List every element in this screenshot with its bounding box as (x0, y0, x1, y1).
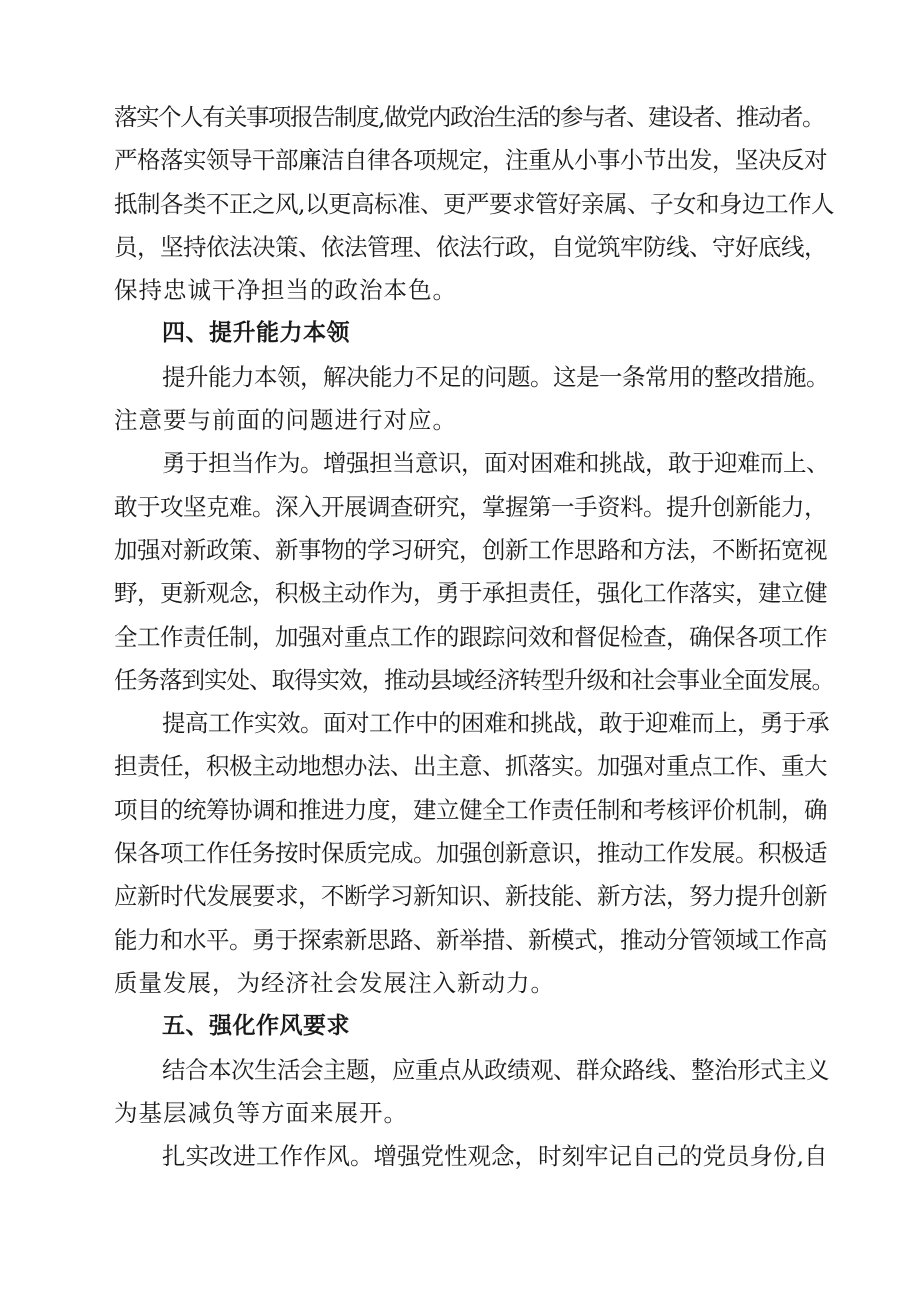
section-heading: 五、强化作风要求 (162, 1013, 350, 1040)
text-line: 项目的统筹协调和推进力度，建立健全工作责任制和考核评价机制，确 (114, 795, 827, 824)
text-line: 担责任，积极主动地想办法、出主意、抓落实。加强对重点工作、重大 (114, 752, 827, 781)
text-line: 为基层减负等方面来展开。 (114, 1098, 408, 1127)
text-line: 抵制各类不正之风,以更高标准、更严要求管好亲属、子女和身边工作人 (114, 189, 834, 218)
document-body (114, 96, 834, 1178)
text-line: 任务落到实处、取得实效，推动县域经济转型升级和社会事业全面发展。 (114, 665, 834, 694)
text-line: 敢于攻坚克难。深入开展调查研究，掌握第一手资料。提升创新能力， (114, 492, 827, 521)
text-line: 能力和水平。勇于探索新思路、新举措、新模式，推动分管领域工作高 (114, 925, 827, 954)
text-line: 野，更新观念，积极主动作为，勇于承担责任，强化工作落实，建立健 (114, 579, 827, 608)
text-line: 加强对新政策、新事物的学习研究，创新工作思路和方法，不断拓宽视 (114, 535, 827, 564)
text-line: 提升能力本领，解决能力不足的问题。这是一条常用的整改措施。 (162, 362, 829, 391)
text-line: 员，坚持依法决策、依法管理、依法行政，自觉筑牢防线、守好底线， (114, 232, 827, 261)
section-heading: 四、提升能力本领 (162, 320, 350, 347)
text-line: 扎实改进工作作风。增强党性观念，时刻牢记自己的党员身份,自 (162, 1142, 828, 1171)
text-line: 落实个人有关事项报告制度,做党内政治生活的参与者、建设者、推动者。 (114, 103, 824, 131)
text-line: 保各项工作任务按时保质完成。加强创新意识，推动工作发展。积极适 (114, 839, 827, 868)
text-line: 应新时代发展要求，不断学习新知识、新技能、新方法，努力提升创新 (114, 882, 827, 911)
text-line: 提高工作实效。面对工作中的困难和挑战，敢于迎难而上，勇于承 (162, 709, 829, 738)
text-line: 严格落实领导干部廉洁自律各项规定，注重从小事小节出发，坚决反对 (114, 146, 827, 175)
text-line: 质量发展，为经济社会发展注入新动力。 (114, 968, 555, 997)
text-line: 勇于担当作为。增强担当意识，面对困难和挑战，敢于迎难而上、 (162, 449, 829, 478)
text-line: 全工作责任制，加强对重点工作的跟踪问效和督促检查，确保各项工作 (114, 622, 827, 651)
text-line: 保持忠诚干净担当的政治本色。 (114, 276, 457, 305)
text-line: 结合本次生活会主题，应重点从政绩观、群众路线、整治形式主义 (162, 1055, 829, 1084)
text-line: 注意要与前面的问题进行对应。 (114, 406, 457, 435)
